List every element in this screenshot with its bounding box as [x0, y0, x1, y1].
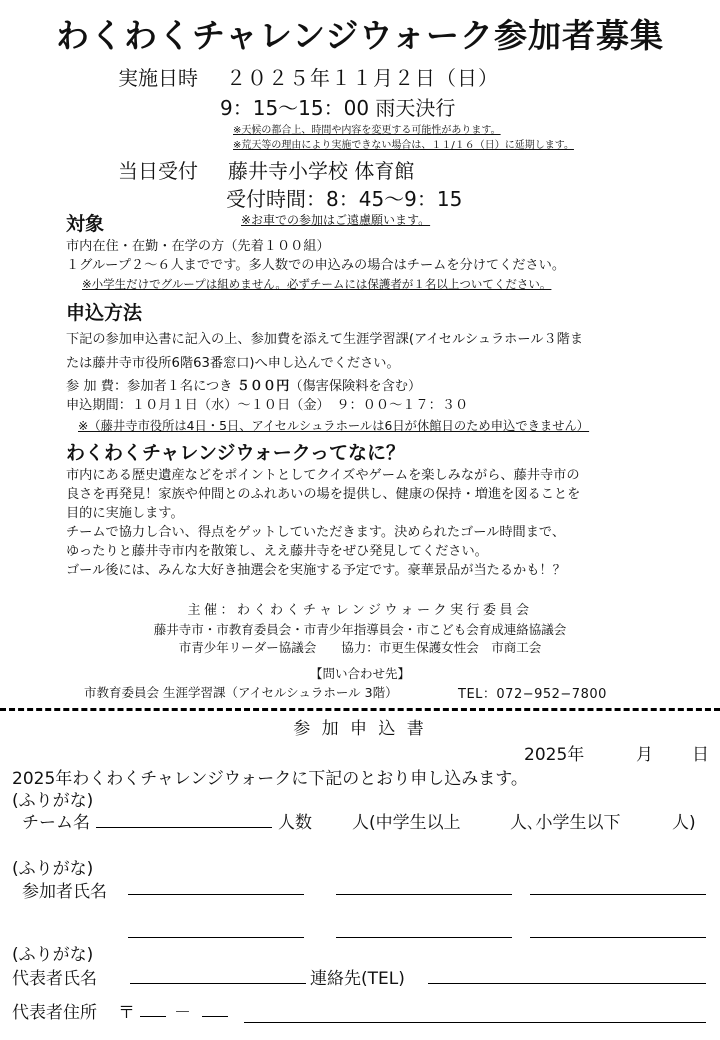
- apply-period: 申込期間：１０月１日（水）～１０日（金） ９：００～１７：３０: [66, 398, 469, 413]
- reception-place: 藤井寺小学校 体育館: [228, 159, 415, 183]
- about-heading: わくわくチャレンジウォークってなに？: [66, 442, 405, 464]
- members2: 市青少年リーダー協議会 協力：市更生保護女性会 市商工会: [178, 640, 542, 655]
- count-detail: 人(中学生以上: [352, 813, 461, 833]
- target-heading: 対象: [66, 213, 105, 235]
- fee-amount: ５００円: [236, 379, 290, 394]
- address-field[interactable]: [244, 1022, 706, 1023]
- about-line: ゴール後には、みんな大好き抽選会を実施する予定です。豪華景品が当たるかも！？: [66, 563, 566, 578]
- target-line1: 市内在住・在勤・在学の方（先着１００組）: [66, 239, 330, 254]
- furigana-label: (ふりがな): [12, 859, 94, 879]
- reception-time: 受付時間：8：45～9：15: [226, 187, 463, 211]
- fee-line: [66, 378, 421, 396]
- car-note: ※お車での参加はご遠慮願います。: [241, 213, 431, 227]
- form-month: 月: [636, 745, 653, 765]
- tel-field[interactable]: [428, 983, 706, 984]
- rep-name-field[interactable]: [130, 983, 306, 984]
- postal-code-first[interactable]: [140, 1016, 166, 1017]
- members1: 藤井寺市・市教育委員会・市青少年指導員会・市こども会育成連絡協議会: [153, 622, 567, 637]
- form-day: 日: [692, 745, 709, 765]
- furigana-label: (ふりがな): [12, 791, 94, 811]
- contact-dept: 市教育委員会 生涯学習課（アイセルシュラホール 3階）: [84, 685, 398, 700]
- fee-suffix: （傷害保険料を含む）: [289, 379, 422, 394]
- participant-field[interactable]: [530, 894, 706, 895]
- form-title: 参 加 申 込 書: [293, 719, 427, 739]
- participant-field[interactable]: [128, 894, 304, 895]
- participant-field[interactable]: [336, 937, 512, 938]
- postal-code-second[interactable]: [202, 1016, 228, 1017]
- target-note: ※小学生だけでグループは組めません。必ずチームには保護者が１名以上ついてください。: [82, 277, 552, 291]
- weather-note: ※天候の都合上、時間や内容を変更する可能性があります。: [233, 125, 501, 136]
- contact-label: 【問い合わせ先】: [309, 666, 410, 681]
- postal-dash: －: [174, 1003, 191, 1023]
- apply-note: ※（藤井寺市役所は4日・5日、アイセルシュラホールは6日が休館日のため申込できません）: [78, 419, 590, 433]
- participant-label: 参加者氏名: [22, 882, 107, 902]
- postpone-note: ※荒天等の理由により実施できない場合は、１１/１６（日）に延期します。: [233, 140, 574, 151]
- about-line: 良さを再発見！家族や仲間とのふれあいの場を提供し、健康の保持・増進を図ることを: [66, 487, 581, 502]
- count-label: 人数: [278, 813, 312, 833]
- participant-field[interactable]: [530, 937, 706, 938]
- about-line: チームで協力し合い、得点をゲットしていただきます。決められたゴール時間まで、: [66, 525, 566, 540]
- participant-field[interactable]: [128, 937, 304, 938]
- count-elem: 人､小学生以下: [510, 813, 621, 833]
- furigana-label: (ふりがな): [12, 945, 94, 965]
- date-label: 実施日時: [118, 66, 198, 90]
- apply-line2: たは藤井寺市役所6階63番窓口)へ申し込んでください。: [66, 356, 400, 371]
- tel-label: 連絡先(TEL): [310, 969, 405, 989]
- team-label: チーム名: [22, 813, 90, 833]
- fee-prefix: 参 加 費：参加者１名につき: [66, 379, 237, 394]
- about-line: ゆったりと藤井寺市内を散策し、ええ藤井寺をぜひ発見してください。: [66, 544, 488, 559]
- page-title: わくわくチャレンジウォーク参加者募集: [55, 16, 665, 55]
- contact-tel: TEL：072−952−7800: [458, 687, 607, 702]
- apply-heading: 申込方法: [66, 302, 143, 324]
- rep-label: 代表者氏名: [12, 969, 97, 989]
- address-label: 代表者住所: [12, 1003, 97, 1023]
- postal-mark: 〒: [118, 1003, 135, 1023]
- about-line: 市内にある歴史遺産などをポイントとしてクイズやゲームを楽しみながら、藤井寺市の: [66, 468, 580, 483]
- host: 主催：わくわくチャレンジウォーク実行委員会: [187, 603, 533, 618]
- event-time: 9：15～15：00 雨天決行: [220, 96, 456, 120]
- form-statement: 2025年わくわくチャレンジウォークに下記のとおり申し込みます。: [12, 769, 528, 789]
- about-line: 目的に実施します。: [66, 506, 184, 521]
- apply-line1: 下記の参加申込書に記入の上、参加費を添えて生涯学習課(アイセルシュラホール３階ま: [66, 332, 584, 347]
- count-end: 人): [672, 813, 696, 833]
- event-date: ２０２５年１１月２日（日）: [226, 66, 499, 90]
- team-name-field[interactable]: [96, 827, 272, 828]
- form-year: 2025年: [524, 745, 585, 765]
- target-line2: １グループ２～６人までです。多人数での申込みの場合はチームを分けてください。: [66, 258, 566, 273]
- participant-field[interactable]: [336, 894, 512, 895]
- reception-label: 当日受付: [118, 159, 198, 183]
- cut-line: [0, 708, 720, 711]
